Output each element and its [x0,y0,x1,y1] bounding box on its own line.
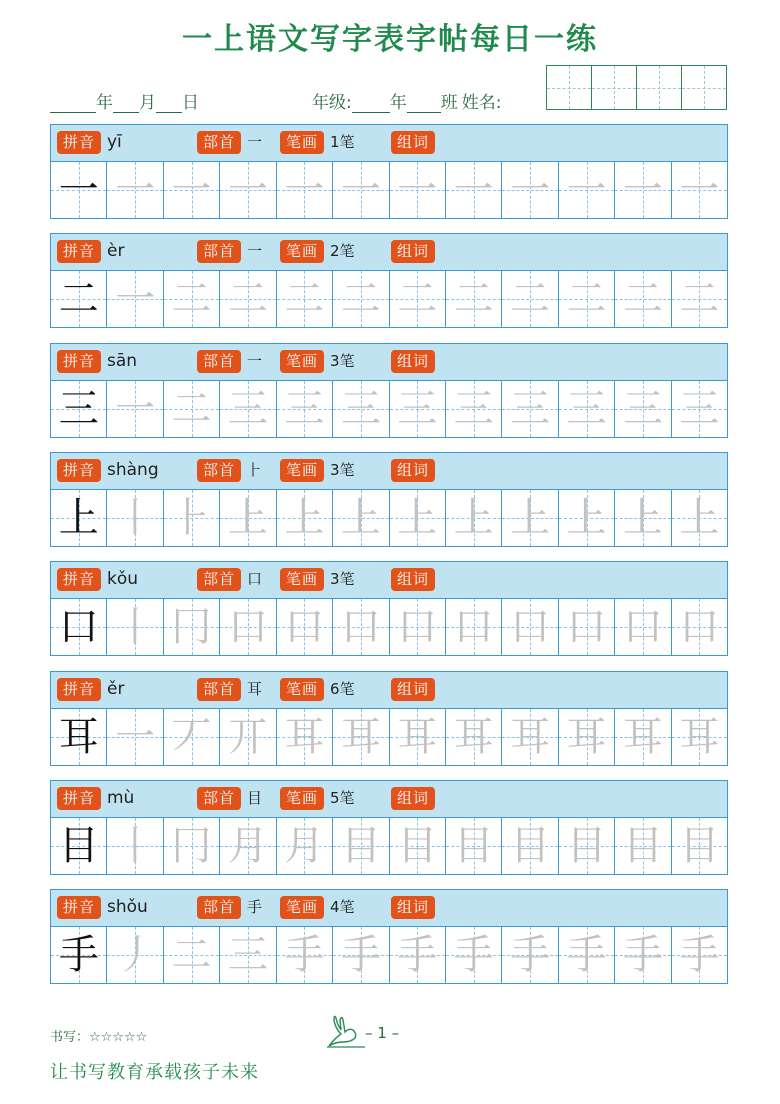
trace-character: 三 [397,385,438,432]
trace-cell[interactable] [220,490,276,546]
trace-cell[interactable] [107,381,163,437]
trace-character: 手 [679,932,720,979]
model-cell[interactable] [51,162,107,218]
trace-cell[interactable] [672,599,727,655]
trace-character: 口 [510,604,551,651]
model-cell[interactable] [51,271,107,327]
trace-character: 月 [227,822,268,869]
trace-cell[interactable] [107,271,163,327]
trace-character: 二 [622,276,663,323]
trace-character: 手 [566,932,607,979]
trace-character: 二 [510,276,551,323]
trace-cell[interactable] [277,599,333,655]
trace-character: 三 [227,932,268,979]
radical-value: 一 [247,133,263,151]
trace-character: 目 [622,822,663,869]
trace-character: 耳 [284,713,325,760]
trace-cell[interactable] [559,381,615,437]
pinyin-value: shǒu [107,897,148,918]
trace-character: 一 [679,167,720,213]
words-badge: 组词 [391,787,435,810]
radical-badge: 部首 [197,678,241,701]
writing-grid [51,927,727,983]
trace-character: 二 [397,276,438,323]
writing-grid [51,818,727,874]
trace-cell[interactable] [615,490,671,546]
year-label: 年 [96,93,113,113]
trace-character: 口 [397,604,438,651]
trace-cell[interactable] [390,271,446,327]
trace-character: 上 [510,494,551,541]
trace-character: 一 [115,276,156,323]
page-title: 一上语文写字表字帖每日一练 [182,22,598,57]
model-cell[interactable] [51,381,107,437]
pinyin-badge: 拼音 [57,896,101,919]
radical-value: 一 [247,242,263,261]
trace-cell[interactable] [333,381,389,437]
pinyin-badge: 拼音 [57,131,101,154]
strokes-value: 3笔 [330,351,355,370]
practice-block [50,780,728,875]
trace-cell[interactable] [502,818,558,874]
words-badge: 组词 [391,240,435,263]
class-blank[interactable] [407,96,441,113]
trace-cell[interactable] [164,381,220,437]
trace-character: 三 [340,385,381,432]
block-header [51,453,727,490]
pinyin-badge: 拼音 [57,678,101,701]
trace-character: 丨 [115,822,156,869]
pinyin-value: mù [107,787,135,808]
strokes-value: 5笔 [330,788,355,807]
trace-cell[interactable] [559,599,615,655]
trace-character: 目 [397,822,438,869]
trace-cell[interactable] [390,599,446,655]
trace-character: 一 [340,167,381,213]
trace-character: 上 [453,494,494,541]
trace-cell[interactable] [333,599,389,655]
block-header [51,125,727,162]
trace-cell[interactable] [502,599,558,655]
trace-cell[interactable] [107,709,163,765]
trace-character: 一 [171,167,212,213]
trace-character: 三 [622,385,663,432]
trace-character: 三 [679,385,720,432]
trace-character: 手 [622,932,663,979]
trace-cell[interactable] [220,599,276,655]
trace-character: 口 [227,604,268,651]
trace-cell[interactable] [277,162,333,218]
trace-character: 二 [227,276,268,323]
strokes-value: 1笔 [330,133,355,151]
trace-character: 耳 [679,713,720,760]
trace-character: 口 [453,604,494,651]
model-character: 目 [58,822,99,869]
strokes-badge: 笔画 [280,459,324,482]
trace-cell[interactable] [220,927,276,983]
trace-character: 一 [453,167,494,213]
trace-character: 一 [227,167,268,213]
block-header [51,234,727,271]
trace-character: 三 [566,385,607,432]
words-badge: 组词 [391,568,435,591]
radical-value: 口 [247,570,263,589]
pinyin-badge: 拼音 [57,459,101,482]
trace-cell[interactable] [220,271,276,327]
trace-character: 耳 [453,713,494,760]
trace-character: 二 [284,276,325,323]
model-cell[interactable] [51,927,107,983]
trace-cell[interactable] [277,271,333,327]
trace-cell[interactable] [446,818,502,874]
trace-cell[interactable] [333,818,389,874]
trace-character: 耳 [340,713,381,760]
pinyin-value: kǒu [107,569,139,590]
words-badge: 组词 [391,350,435,373]
trace-cell[interactable] [559,271,615,327]
trace-character: 三 [510,385,551,432]
rating-text: 书写：☆☆☆☆☆ [50,1030,148,1045]
trace-character: 二 [171,385,212,432]
trace-character: 口 [340,604,381,651]
pinyin-badge: 拼音 [57,350,101,373]
trace-character: 一 [397,167,438,213]
name-cell[interactable] [682,66,726,109]
trace-character: 口 [679,604,720,651]
page-number-text: – 1 – [365,1024,400,1042]
trace-cell[interactable] [559,490,615,546]
trace-cell[interactable] [277,381,333,437]
trace-character: 手 [453,932,494,979]
model-character: 二 [58,276,99,323]
trace-cell[interactable] [220,818,276,874]
trace-character: 耳 [397,713,438,760]
trace-cell[interactable] [615,599,671,655]
pinyin-value: èr [107,241,125,262]
strokes-value: 2笔 [330,242,355,261]
trace-character: 一 [115,167,156,213]
trace-character: 上 [397,494,438,541]
trace-character: 上 [679,494,720,541]
strokes-badge: 笔画 [280,568,324,591]
practice-block [50,561,728,656]
trace-character: 手 [340,932,381,979]
trace-character: 口 [566,604,607,651]
trace-character: 冂 [171,822,212,869]
trace-character: 三 [284,385,325,432]
trace-character: 上 [284,494,325,541]
trace-cell[interactable] [107,162,163,218]
strokes-value: 3笔 [330,570,355,589]
radical-value: 一 [247,351,263,370]
trace-cell[interactable] [672,818,727,874]
model-character: 上 [58,494,99,541]
writing-grid [51,599,727,655]
trace-cell[interactable] [107,599,163,655]
page-number [325,1012,425,1048]
trace-cell[interactable] [615,818,671,874]
block-header [51,562,727,599]
trace-cell[interactable] [446,709,502,765]
model-character: 三 [58,385,99,432]
trace-character: 上 [340,494,381,541]
trace-cell[interactable] [502,927,558,983]
writing-grid [51,709,727,765]
trace-character: 冂 [171,604,212,651]
radical-badge: 部首 [197,787,241,810]
trace-cell[interactable] [502,271,558,327]
trace-character: 一 [510,167,551,213]
rabbit-icon [325,1012,365,1048]
month-label: 月 [139,93,156,113]
trace-character: 目 [510,822,551,869]
block-header [51,672,727,709]
trace-cell[interactable] [559,927,615,983]
trace-character: 二 [171,276,212,323]
trace-cell[interactable] [164,599,220,655]
day-label: 日 [182,93,199,113]
block-header [51,344,727,381]
radical-badge: 部首 [197,240,241,263]
trace-character: 一 [566,167,607,213]
trace-cell[interactable] [164,490,220,546]
strokes-badge: 笔画 [280,350,324,373]
trace-cell[interactable] [502,490,558,546]
model-character: 手 [58,932,99,979]
name-box[interactable] [546,65,727,110]
grade-blank[interactable] [352,96,390,113]
trace-character: 三 [453,385,494,432]
trace-character: 一 [622,167,663,213]
trace-cell[interactable] [615,162,671,218]
strokes-badge: 笔画 [280,131,324,154]
model-cell[interactable] [51,599,107,655]
practice-block [50,233,728,328]
trace-character: 手 [284,932,325,979]
trace-cell[interactable] [559,709,615,765]
writing-grid [51,490,727,546]
name-cell[interactable] [547,66,592,109]
trace-character: 二 [340,276,381,323]
strokes-badge: 笔画 [280,240,324,263]
strokes-value: 3笔 [330,460,355,479]
trace-cell[interactable] [446,490,502,546]
trace-character: 二 [679,276,720,323]
words-badge: 组词 [391,896,435,919]
strokes-value: 6笔 [330,679,355,698]
radical-badge: 部首 [197,459,241,482]
trace-character: 月 [284,822,325,869]
strokes-badge: 笔画 [280,787,324,810]
trace-character: 耳 [622,713,663,760]
pinyin-value: yī [107,132,122,152]
trace-character: 丆 [171,713,212,760]
trace-character: 丨 [115,494,156,541]
trace-character: 丿 [115,932,156,979]
trace-character: 一 [115,385,156,432]
trace-cell[interactable] [502,709,558,765]
trace-character: 耳 [510,713,551,760]
trace-character: ⺊ [171,494,212,541]
year-blank[interactable] [50,96,96,113]
writing-grid [51,271,727,327]
trace-cell[interactable] [615,271,671,327]
trace-character: 二 [566,276,607,323]
trace-cell[interactable] [672,162,727,218]
practice-block [50,889,728,984]
practice-block [50,343,728,438]
strokes-badge: 笔画 [280,678,324,701]
trace-cell[interactable] [390,162,446,218]
trace-character: 口 [622,604,663,651]
trace-character: 二 [453,276,494,323]
trace-cell[interactable] [390,927,446,983]
pinyin-badge: 拼音 [57,787,101,810]
radical-badge: 部首 [197,131,241,154]
trace-cell[interactable] [615,927,671,983]
grade-year-label: 年 [389,93,407,113]
trace-character: 目 [340,822,381,869]
model-cell[interactable] [51,490,107,546]
trace-cell[interactable] [164,927,220,983]
trace-cell[interactable] [502,381,558,437]
trace-cell[interactable] [672,709,727,765]
writing-grid [51,381,727,437]
model-cell[interactable] [51,818,107,874]
trace-character: 耳 [566,713,607,760]
trace-cell[interactable] [333,709,389,765]
trace-cell[interactable] [333,927,389,983]
trace-cell[interactable] [277,927,333,983]
words-badge: 组词 [391,459,435,482]
trace-character: 手 [510,932,551,979]
practice-block [50,671,728,766]
trace-character: 丌 [227,713,268,760]
trace-cell[interactable] [672,271,727,327]
trace-cell[interactable] [390,490,446,546]
pinyin-value: shàng [107,459,159,480]
pinyin-badge: 拼音 [57,240,101,263]
trace-character: 二 [171,932,212,979]
trace-cell[interactable] [390,818,446,874]
trace-cell[interactable] [559,162,615,218]
trace-character: 目 [453,822,494,869]
trace-cell[interactable] [164,818,220,874]
model-cell[interactable] [51,709,107,765]
trace-cell[interactable] [672,381,727,437]
block-header [51,890,727,927]
radical-badge: 部首 [197,350,241,373]
trace-cell[interactable] [333,271,389,327]
trace-cell[interactable] [672,927,727,983]
trace-cell[interactable] [333,490,389,546]
radical-badge: 部首 [197,568,241,591]
trace-character: 目 [566,822,607,869]
trace-character: 上 [566,494,607,541]
words-badge: 组词 [391,131,435,154]
trace-cell[interactable] [446,162,502,218]
trace-character: 丨 [115,604,156,651]
slogan: 让书写教育承载孩子未来 [50,1062,259,1083]
writing-grid [51,162,727,218]
trace-cell[interactable] [559,818,615,874]
trace-character: 手 [397,932,438,979]
trace-cell[interactable] [333,162,389,218]
model-character: 口 [58,604,99,651]
trace-cell[interactable] [107,490,163,546]
class-line [312,88,501,113]
trace-cell[interactable] [672,490,727,546]
radical-value: 目 [247,788,263,807]
trace-cell[interactable] [502,162,558,218]
model-character: 耳 [58,713,99,760]
trace-character: 一 [115,713,156,760]
practice-block [50,124,728,219]
trace-cell[interactable] [220,162,276,218]
strokes-badge: 笔画 [280,896,324,919]
grade-label: 年级: [312,93,352,113]
trace-cell[interactable] [446,599,502,655]
radical-value: ⺊ [247,460,263,479]
day-blank[interactable] [156,96,182,113]
trace-character: 上 [622,494,663,541]
radical-value: 手 [247,898,263,917]
trace-character: 上 [227,494,268,541]
practice-block [50,452,728,547]
name-label: 姓名: [461,93,502,113]
pinyin-value: sān [107,350,138,371]
name-cell[interactable] [637,66,682,109]
model-character: 一 [58,167,99,213]
trace-cell[interactable] [164,271,220,327]
trace-cell[interactable] [164,162,220,218]
trace-cell[interactable] [107,818,163,874]
trace-cell[interactable] [446,927,502,983]
trace-character: 目 [679,822,720,869]
trace-cell[interactable] [107,927,163,983]
trace-character: 一 [284,167,325,213]
trace-cell[interactable] [390,709,446,765]
pinyin-value: ěr [107,678,125,699]
trace-cell[interactable] [390,381,446,437]
radical-badge: 部首 [197,896,241,919]
trace-cell[interactable] [615,709,671,765]
trace-cell[interactable] [277,818,333,874]
name-cell[interactable] [592,66,637,109]
trace-cell[interactable] [220,709,276,765]
words-badge: 组词 [391,678,435,701]
trace-cell[interactable] [277,709,333,765]
month-blank[interactable] [113,96,139,113]
trace-cell[interactable] [615,381,671,437]
trace-character: 三 [227,385,268,432]
date-line [50,88,199,113]
pinyin-badge: 拼音 [57,568,101,591]
strokes-value: 4笔 [330,898,355,917]
trace-character: 口 [284,604,325,651]
trace-cell[interactable] [446,271,502,327]
trace-cell[interactable] [220,381,276,437]
trace-cell[interactable] [446,381,502,437]
class-label: 班 [440,93,458,113]
block-header [51,781,727,818]
radical-value: 耳 [247,679,263,698]
trace-cell[interactable] [277,490,333,546]
trace-cell[interactable] [164,709,220,765]
